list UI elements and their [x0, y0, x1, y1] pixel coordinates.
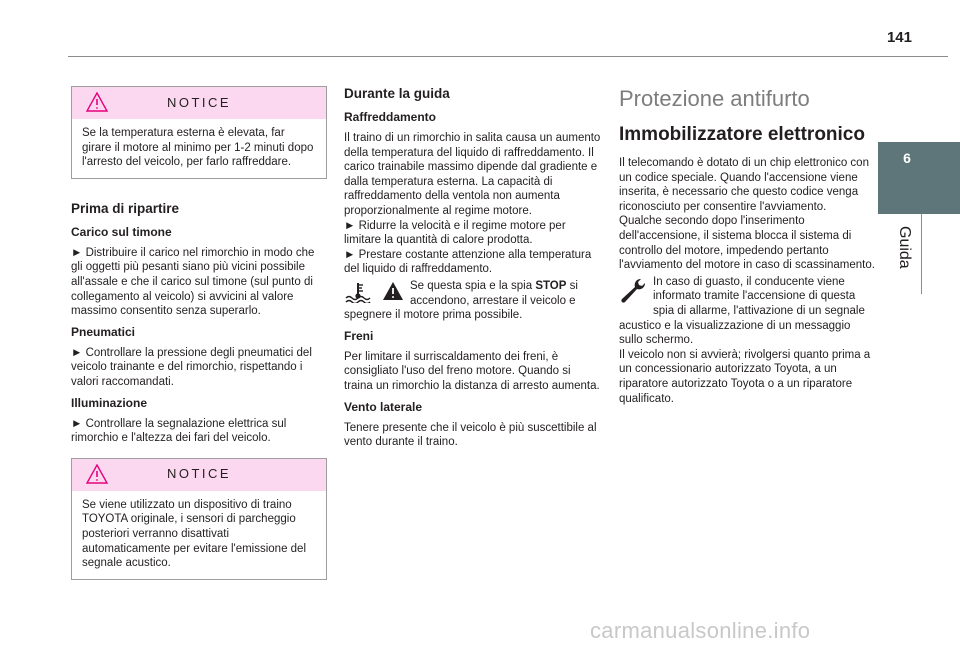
warning-text-post: si accendono, arrestare il veicolo e spegnere il motore prima possibile.	[344, 279, 578, 322]
paragraph-pneumatici: ► Controllare la pressione degli pneumatici del veicolo trainante e del rimorchio, rispettando i valori raccomandati.	[71, 346, 312, 388]
paragraph-telecomando	[619, 156, 877, 273]
notice-header	[72, 459, 326, 491]
warning-triangle-icon	[382, 281, 404, 306]
subheading-illuminazione: Illuminazione	[71, 395, 148, 410]
fault-warning-block	[619, 275, 877, 348]
coolant-temperature-icon	[344, 281, 376, 308]
immobilizer-text-1: Il telecomando è dotato di un chip elettronico con un codice speciale. Quando l'accensione viene inserita, è necessario che questo codice venga riconosciuto per consentire l'avviamento.	[619, 157, 869, 213]
section-heading: Durante la guida	[344, 86, 450, 101]
paragraph-concessionario: Il veicolo non si avvierà; rivolgersi quanto prima a un concessionario autorizzato Toyota, a un riparatore autorizzato Toyota o a un riparatore qualificato.	[619, 348, 871, 405]
page-number: 141	[886, 29, 912, 46]
fault-text: In caso di guasto, il conducente viene informato tramite l'accensione di questa spia di allarme, l'attivazione di un segnale acustico e la visualizzazione di un messaggio sullo schermo.	[619, 275, 865, 347]
warning-text-pre: Se questa spia e la spia	[410, 279, 536, 292]
warning-triangle-icon	[86, 92, 108, 112]
paragraph-carico: ► Distribuire il carico nel rimorchio in modo che gli oggetti più pesanti siano più vicini possibile all'assale e che il carico sul timone (sul punto di collegamento al veicolo) si avvicini al valore massimo consentito senza superarlo.	[71, 246, 315, 318]
paragraph-freni: Per limitare il surriscaldamento dei freni, è consigliato l'uso del freno motore. Quando si traina un rimorchio la distanza di arresto aumenta.	[344, 350, 600, 392]
chapter-label: Guida	[896, 226, 913, 269]
paragraph-illuminazione: ► Controllare la segnalazione elettrica sul rimorchio e l'altezza dei fari del veicolo.	[71, 417, 287, 445]
column-middle	[344, 86, 602, 455]
subheading-raffreddamento: Raffreddamento	[344, 110, 437, 124]
section-title: Protezione antifurto	[619, 86, 810, 111]
subheading-vento: Vento laterale	[344, 399, 423, 414]
subsection-title: Immobilizzatore elettronico	[619, 124, 865, 145]
notice-title: NOTICE	[166, 466, 232, 482]
stop-label: STOP	[535, 279, 567, 292]
column-right	[619, 86, 877, 411]
raffreddamento-text-1: Il traino di un rimorchio in salita causa un aumento della temperatura del liquido di raffreddamento. Il carico trainabile massimo dipende dal gradiente e dalla temperatura esterna. La capacità di raffreddamento della ventola non aumenta proporzionalmente al regime motore.	[344, 132, 601, 217]
raffreddamento-text-2: ► Ridurre la velocità e il regime motore per limitare la quantità di calore prodotta.	[344, 219, 566, 247]
warning-triangle-icon	[86, 464, 108, 484]
notice-title: NOTICE	[166, 94, 232, 110]
section-heading: Prima di ripartire	[71, 200, 180, 216]
paragraph-raffreddamento	[344, 131, 602, 277]
notice-text: Se viene utilizzato un dispositivo di traino TOYOTA originale, i sensori di parcheggio posteriori verranno disattivati automaticamente per evitare l'emissione del segnale acustico.	[82, 498, 307, 570]
notice-text: Se la temperatura esterna è elevata, far girare il motore al minimo per 1-2 minuti dopo l'arresto del veicolo, per farlo raffreddare.	[82, 127, 314, 169]
subheading-pneumatici: Pneumatici	[71, 324, 136, 339]
watermark-logo: carmanualsonline.info	[590, 618, 811, 643]
subheading-freni: Freni	[344, 328, 374, 343]
wrench-icon	[619, 277, 647, 308]
immobilizer-text-2: Qualche secondo dopo l'inserimento dell'accensione, il sistema blocca il sistema di controllo del motore, impedendo pertanto l'avviamento del motore in caso di scassinamento.	[619, 215, 875, 272]
chapter-tab-divider	[921, 214, 922, 294]
raffreddamento-text-3: ► Prestare costante attenzione alla temperatura del liquido di raffreddamento.	[344, 248, 592, 276]
top-divider	[68, 56, 948, 57]
notice-box	[71, 458, 327, 580]
subheading-carico: Carico sul timone	[71, 224, 172, 239]
notice-header	[72, 87, 326, 119]
notice-box	[71, 86, 327, 179]
coolant-warning-block	[344, 279, 602, 323]
chapter-number: 6	[903, 150, 911, 166]
paragraph-vento: Tenere presente che il veicolo è più suscettibile al vento durante il traino.	[344, 421, 597, 449]
column-left	[71, 86, 327, 594]
